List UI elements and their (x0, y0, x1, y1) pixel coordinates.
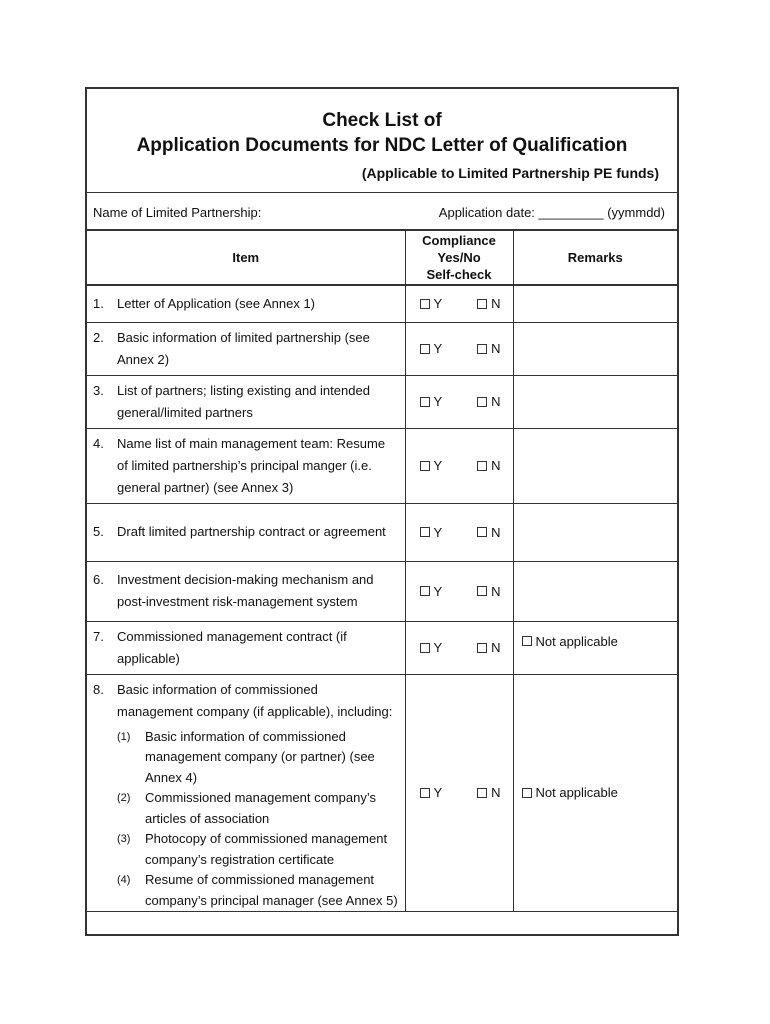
item-cell (87, 561, 405, 621)
not-applicable-checkbox[interactable] (514, 634, 618, 649)
item-text: Basic information of limited partnership (see Annex 2) (117, 329, 370, 367)
table-row (87, 428, 677, 503)
item-number: 2. (93, 329, 104, 345)
table-row (87, 561, 677, 621)
compliance-cell (405, 322, 513, 375)
yes-checkbox[interactable] (420, 640, 443, 655)
item-cell (87, 621, 405, 674)
checkbox-icon (420, 643, 430, 653)
checkbox-icon (420, 788, 430, 798)
table-row (87, 375, 677, 428)
yes-label: Y (433, 785, 443, 801)
compliance-cell (405, 285, 513, 322)
item-number: 1. (93, 295, 104, 311)
compliance-header-line3: Self-check (426, 267, 492, 282)
item-number: 8. (93, 681, 104, 697)
item-text: Name list of main management team: Resume of limited partnership’s principal manger (i.e. general partner) (see Annex 3) (117, 435, 386, 495)
sub-item-text: Basic information of commissioned management company (or partner) (see Annex 4) (145, 728, 375, 785)
item-cell (87, 503, 405, 561)
remarks-cell (513, 503, 677, 561)
item-cell (87, 428, 405, 503)
document-subtitle: (Applicable to Limited Partnership PE funds) (361, 165, 659, 181)
sub-item-number: (1) (117, 730, 131, 743)
no-label: N (491, 583, 501, 599)
yes-checkbox[interactable] (420, 525, 443, 540)
yes-checkbox[interactable] (420, 341, 443, 356)
no-checkbox[interactable] (477, 640, 500, 655)
yes-checkbox[interactable] (420, 785, 443, 800)
item-number: 6. (93, 572, 104, 587)
item-number: 4. (93, 435, 104, 451)
compliance-header-line2: Yes/No (437, 250, 481, 265)
compliance-cell (405, 428, 513, 503)
no-checkbox[interactable] (477, 525, 500, 540)
yes-label: Y (433, 458, 443, 473)
checkbox-icon (420, 586, 430, 596)
no-checkbox[interactable] (477, 785, 500, 800)
table-header-row (87, 231, 677, 285)
sub-item (87, 829, 405, 870)
no-checkbox[interactable] (477, 341, 500, 356)
checkbox-icon (477, 299, 487, 309)
partnership-name-label: Name of Limited Partnership: (93, 205, 262, 220)
item-number: 3. (93, 382, 104, 398)
yes-label: Y (433, 583, 443, 599)
compliance-cell (405, 561, 513, 621)
no-checkbox[interactable] (477, 458, 500, 473)
yes-checkbox[interactable] (420, 584, 443, 599)
remarks-cell (513, 621, 677, 674)
item-text: Commissioned management contract (if applicable) (117, 628, 347, 666)
not-applicable-label: Not applicable (535, 633, 618, 649)
yes-label: Y (433, 394, 443, 409)
yes-label: Y (433, 524, 443, 540)
item-text: Basic information of commissioned management company (if applicable), including: (117, 681, 393, 719)
checkbox-icon (420, 461, 430, 471)
remarks-cell (513, 674, 677, 912)
not-applicable-checkbox[interactable] (514, 785, 618, 800)
checklist-table (87, 231, 677, 912)
sub-item (87, 727, 405, 789)
no-checkbox[interactable] (477, 296, 500, 311)
no-label: N (491, 640, 501, 655)
checkbox-icon (420, 344, 430, 354)
no-label: N (491, 458, 501, 473)
yes-label: Y (433, 296, 443, 312)
no-checkbox[interactable] (477, 394, 500, 409)
checkbox-icon (522, 788, 532, 798)
no-label: N (491, 524, 501, 540)
sub-item-number: (4) (117, 874, 131, 886)
title-block (87, 89, 677, 193)
yes-checkbox[interactable] (420, 394, 443, 409)
checkbox-icon (477, 527, 487, 537)
checklist-document (85, 87, 679, 936)
compliance-cell (405, 621, 513, 674)
table-row (87, 285, 677, 322)
yes-label: Y (433, 341, 443, 356)
document-title-line2: Application Documents for NDC Letter of Qualification (136, 135, 628, 156)
sub-item-number: (3) (117, 833, 131, 845)
item-number: 5. (93, 524, 104, 539)
no-checkbox[interactable] (477, 584, 500, 599)
compliance-cell (405, 375, 513, 428)
item-text: Letter of Application (see Annex 1) (117, 295, 316, 311)
checkbox-icon (420, 527, 430, 537)
table-row (87, 322, 677, 375)
table-row (87, 674, 677, 912)
checkbox-icon (477, 461, 487, 471)
checkbox-icon (477, 397, 487, 407)
remarks-cell (513, 428, 677, 503)
remarks-cell (513, 285, 677, 322)
checkbox-icon (420, 299, 430, 309)
document-title: Check List of (322, 110, 442, 131)
remarks-cell (513, 561, 677, 621)
checkbox-icon (477, 344, 487, 354)
yes-label: Y (433, 640, 443, 655)
yes-checkbox[interactable] (420, 458, 443, 473)
no-label: N (491, 341, 501, 356)
sub-item (87, 788, 405, 829)
item-cell (87, 674, 405, 912)
sub-item-list (87, 727, 405, 912)
remarks-cell (513, 322, 677, 375)
sub-item-text: Resume of commissioned management company’s principal manager (see Annex 5) (145, 872, 398, 908)
not-applicable-label: Not applicable (535, 785, 618, 800)
checkbox-icon (477, 643, 487, 653)
table-row (87, 503, 677, 561)
checkbox-icon (420, 397, 430, 407)
item-text: Draft limited partnership contract or agreement (117, 524, 386, 539)
sub-item-text: Photocopy of commissioned management company’s registration certificate (145, 831, 388, 867)
item-cell (87, 322, 405, 375)
application-date-label: Application date: _________ (yymmdd) (438, 205, 665, 220)
item-column-header: Item (87, 231, 405, 285)
no-label: N (491, 394, 501, 409)
sub-item-number: (2) (117, 792, 131, 804)
item-cell (87, 375, 405, 428)
compliance-cell (405, 503, 513, 561)
item-text: List of partners; listing existing and intended general/limited partners (117, 382, 370, 420)
compliance-header-line1: Compliance (422, 233, 496, 248)
compliance-cell (405, 674, 513, 912)
item-cell (87, 285, 405, 322)
item-text: Investment decision-making mechanism and post-investment risk-management system (117, 572, 374, 609)
sub-item-text: Commissioned management company’s articles of association (145, 790, 376, 826)
info-row (87, 193, 677, 231)
checkbox-icon (477, 788, 487, 798)
yes-checkbox[interactable] (420, 296, 443, 311)
compliance-column-header (405, 231, 513, 285)
checkbox-icon (522, 636, 532, 646)
no-label: N (491, 785, 501, 801)
item-number: 7. (93, 628, 104, 644)
remarks-cell (513, 375, 677, 428)
table-row (87, 621, 677, 674)
remarks-column-header: Remarks (513, 231, 677, 285)
checkbox-icon (477, 586, 487, 596)
sub-item (87, 870, 405, 911)
no-label: N (491, 296, 501, 312)
